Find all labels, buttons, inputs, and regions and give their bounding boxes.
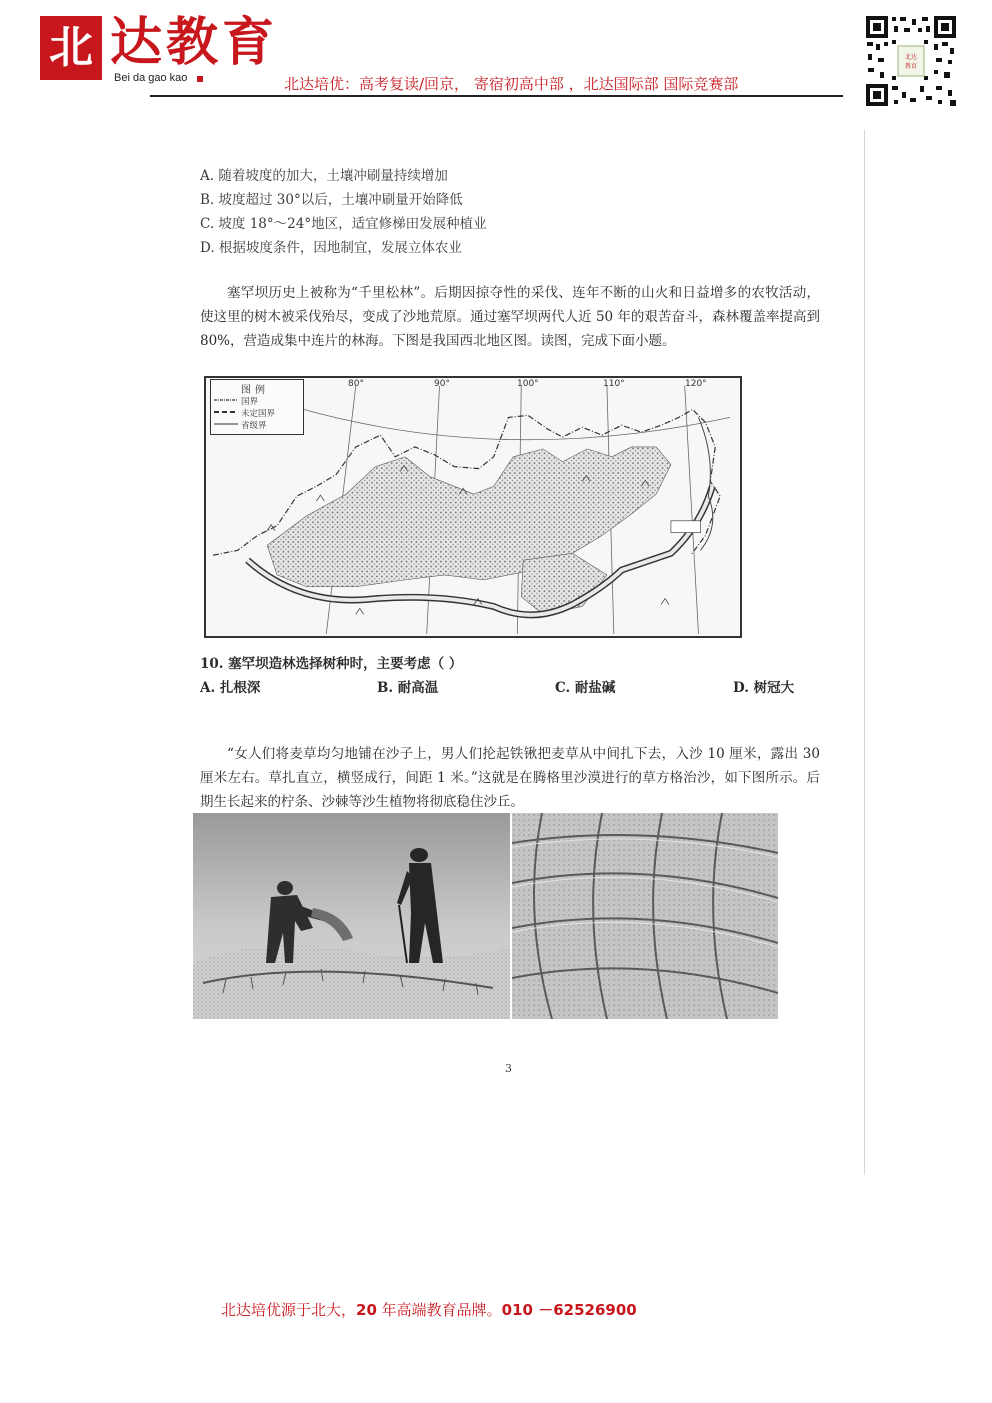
longitude-120: 120° [685, 379, 707, 389]
option-c: C. 坡度 18°～24°地区，适宜修梯田发展种植业 [200, 216, 487, 232]
passage-grass-grid: “女人们将麦草均匀地铺在沙子上，男人们抡起铁锹把麦草从中间扎下去，入沙 10 厘米，露出 30 厘米左右。草扎直立，横竖成行，间距 1 米。”这就是在腾格里沙漠进行的草方格治沙，如下图所示。后期生长起来的柠条、沙棘等沙生植物将彻底稳住沙丘。 [200, 746, 820, 810]
brand-logo: 北 [40, 16, 102, 80]
qr-code-icon [864, 14, 958, 108]
longitude-80: 80° [348, 379, 364, 389]
photo-grass-grid-sand [512, 813, 778, 1019]
choice-b: B. 耐高温 [377, 680, 439, 696]
brand-dot [197, 76, 203, 82]
header-slogan: 北达培优：高考复读/回京， 寄宿初高中部 ，北达国际部 国际竞赛部 [284, 75, 739, 93]
option-a: A. 随着坡度的加大，土壤冲刷量持续增加 [200, 168, 448, 184]
footer-years: 20 [356, 1301, 377, 1319]
footer-slogan [221, 1299, 637, 1320]
brand-name: 达教育 [110, 12, 279, 73]
footer-text-b: 年高端教育品牌。 [376, 1301, 502, 1319]
photo-workers-planting-straw [193, 813, 510, 1019]
legend-undetermined-border: 未定国界 [241, 409, 276, 419]
page-edge-line [864, 130, 865, 1175]
longitude-100: 100° [517, 379, 539, 389]
legend-title: 图例 [241, 385, 269, 396]
option-d: D. 根据坡度条件，因地制宜，发展立体农业 [200, 240, 462, 256]
brand-pinyin: Bei da gao kao [114, 72, 188, 84]
svg-text:北达: 北达 [904, 54, 918, 61]
footer-phone: 010 －62526900 [501, 1301, 637, 1319]
page-number: 3 [505, 1062, 512, 1075]
option-b: B. 坡度超过 30°以后，土壤冲刷量开始降低 [200, 192, 463, 208]
map-legend [210, 379, 304, 435]
longitude-90: 90° [434, 379, 450, 389]
footer-text-a: 北达培优源于北大， [221, 1301, 357, 1319]
question-10-stem: 10. 塞罕坝造林选择树种时，主要考虑（ ） [200, 656, 463, 672]
svg-text:教育: 教育 [904, 63, 918, 70]
choice-c: C. 耐盐碱 [555, 680, 616, 696]
choice-a: A. 扎根深 [200, 680, 261, 696]
legend-provincial-border: 省级界 [241, 421, 267, 431]
longitude-110: 110° [603, 379, 625, 389]
choice-d: D. 树冠大 [733, 680, 795, 696]
legend-national-border: 国界 [241, 397, 259, 407]
passage-saihanba: 塞罕坝历史上被称为“千里松林”。后期因掠夺性的采伐、连年不断的山火和日益增多的农牧活动，使这里的树木被采伐殆尽，变成了沙地荒原。通过塞罕坝两代人近 50 年的艰苦奋斗，森林覆盖率提高到 80%，营造成集中连片的林海。下图是我国西北地区图。读图，完成下面小题。 [200, 285, 820, 349]
header-divider [150, 95, 843, 97]
